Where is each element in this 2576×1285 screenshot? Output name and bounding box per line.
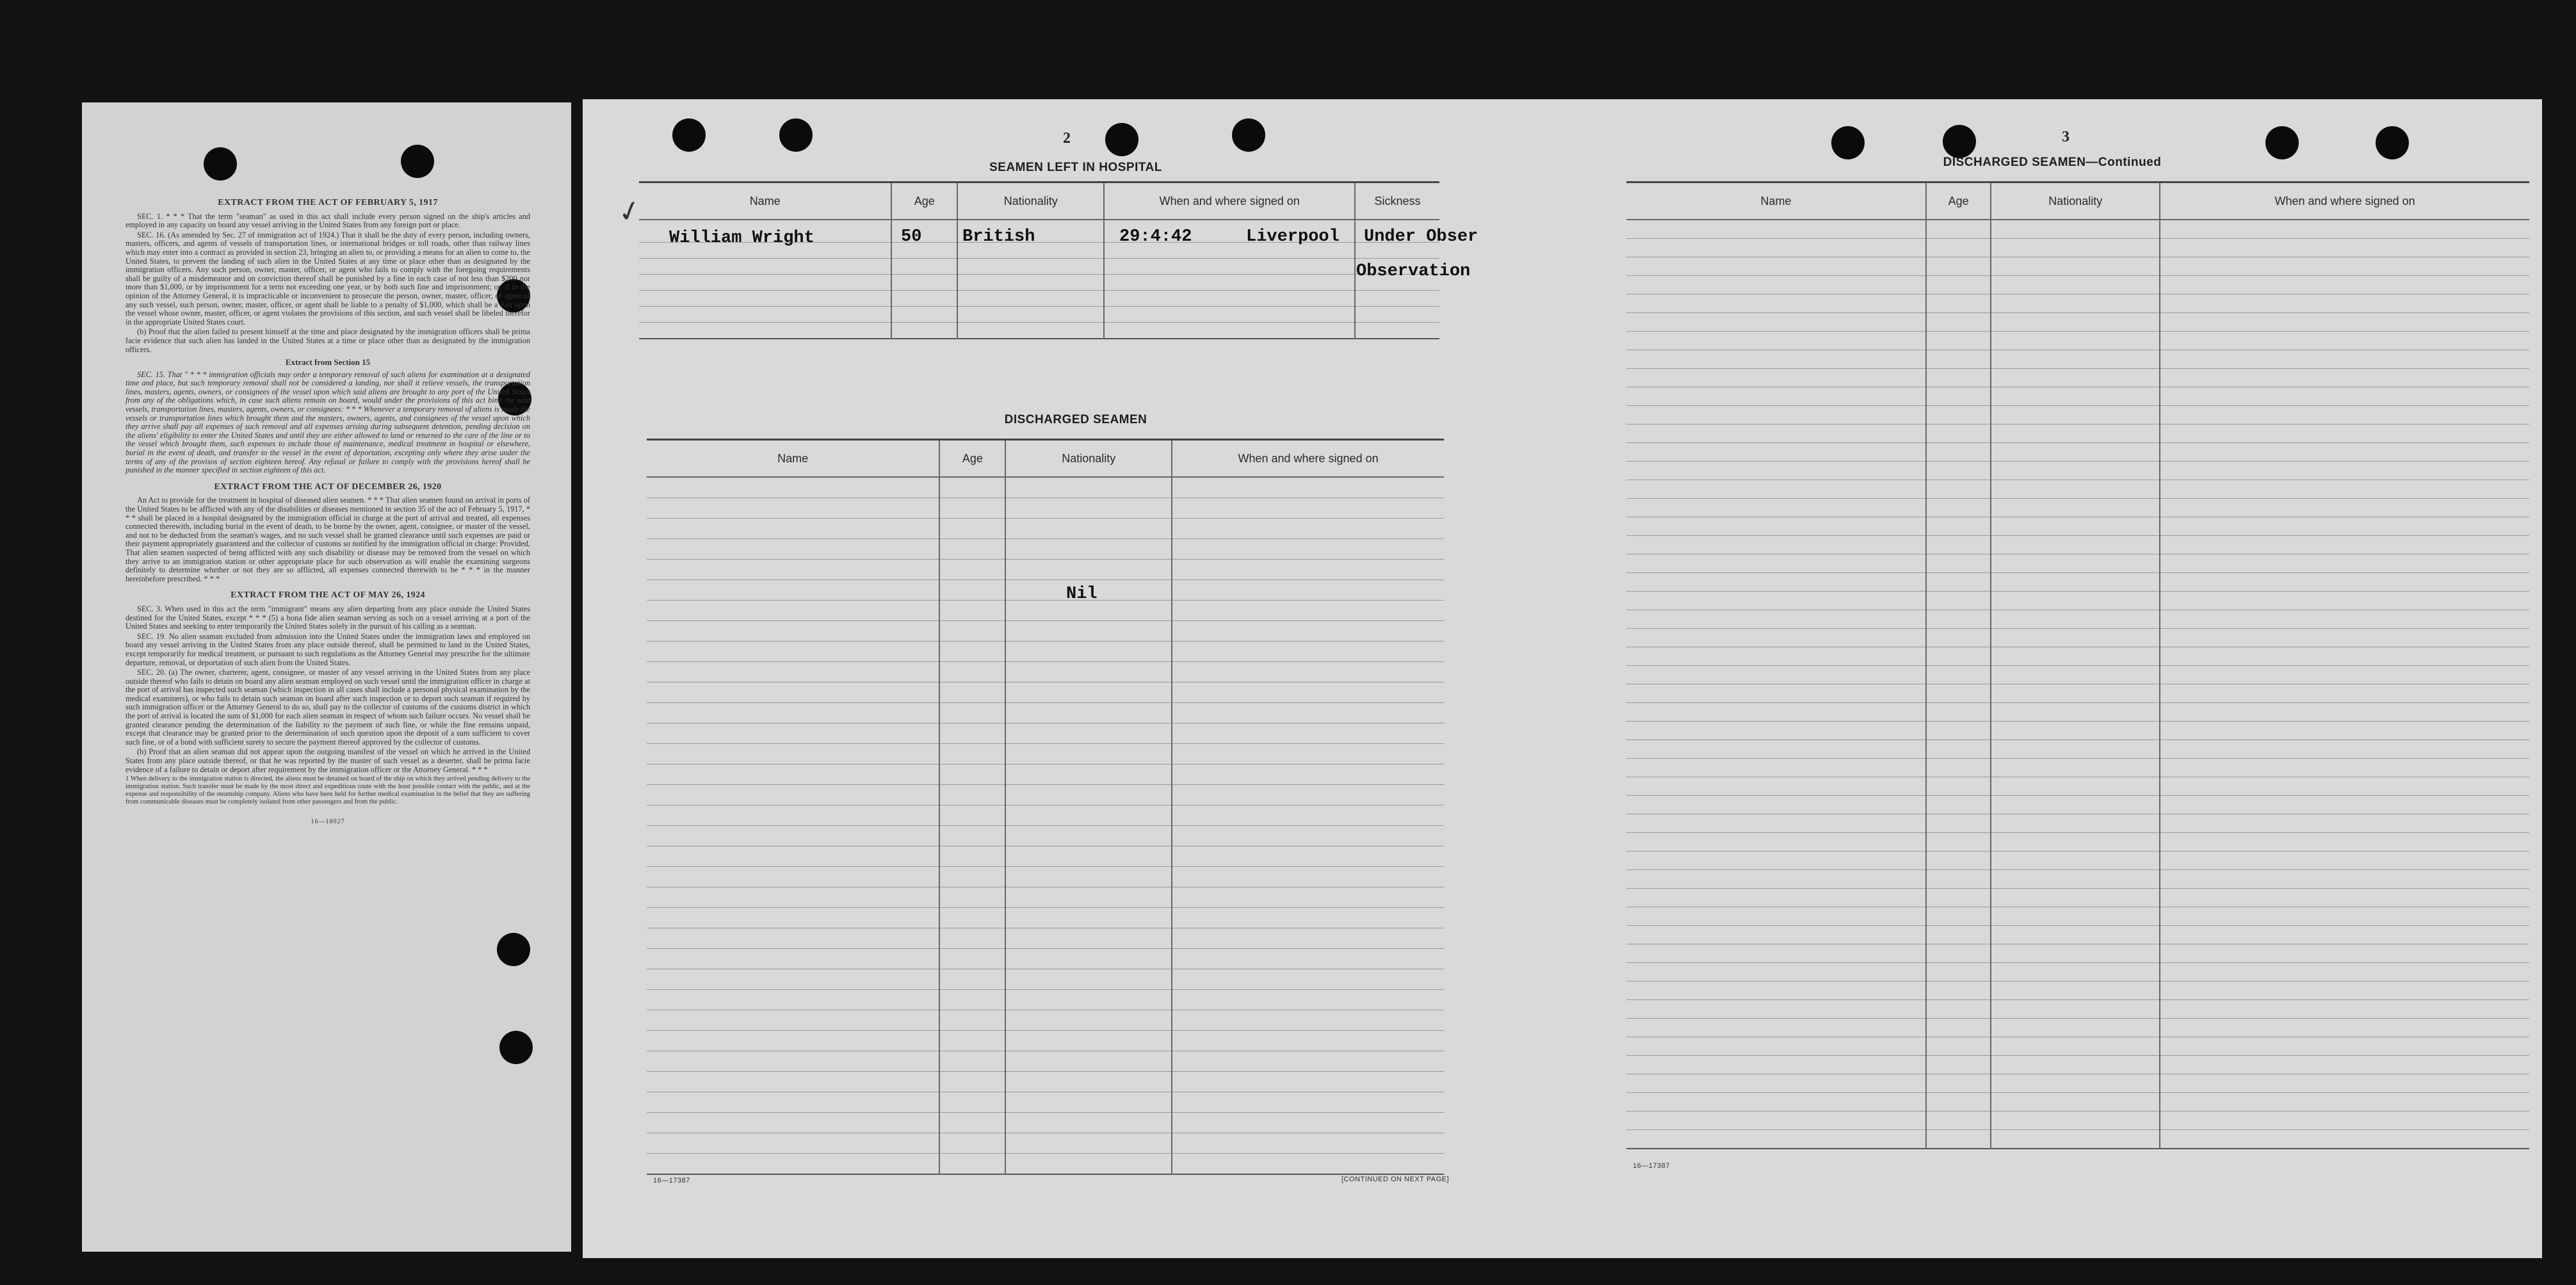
table-row — [1626, 239, 2529, 257]
table-row — [647, 805, 1444, 826]
table-row — [1626, 740, 2529, 759]
table-row — [1626, 1037, 2529, 1056]
heading-act-1920: EXTRACT FROM THE ACT OF DECEMBER 26, 1920 — [214, 481, 442, 492]
signed-on-place: Liverpool — [1246, 227, 1340, 246]
table-row — [639, 291, 1439, 307]
table-row — [1626, 462, 2529, 480]
footnote: 1 When delivery to the immigration station is directed, the aliens must be detained on board of the ship on which they arrived pending delivery to the immigration station. Such transfer must be made by the most direct and expeditious route with the least possible contact with the public, and at the expense and responsibility of the steamship company. Aliens who have been held for further medical examination in the belief that they are suffering from communicable diseases must be completely isolated from other passengers and from the public. — [126, 775, 530, 806]
table-row — [1626, 1056, 2529, 1074]
table-row — [647, 642, 1444, 662]
paragraph: SEC. 1. * * * That the term "seaman" as used in this act shall include every person signed on the ship's articles and employed in any capacity on board any vessel arriving in the United States from any foreign port or place. — [126, 211, 530, 230]
table-row — [1626, 852, 2529, 870]
table-row — [647, 1072, 1444, 1092]
nil-entry: Nil — [1066, 585, 1098, 604]
heading-act-1924: EXTRACT FROM THE ACT OF MAY 26, 1924 — [231, 590, 425, 601]
table-row — [647, 887, 1444, 908]
table-row — [647, 723, 1444, 744]
table-row — [1626, 647, 2529, 666]
table-row — [647, 683, 1444, 703]
table-row — [647, 662, 1444, 683]
table-row — [1626, 573, 2529, 592]
table-row — [647, 560, 1444, 580]
table-row — [1626, 907, 2529, 926]
table-row — [639, 259, 1439, 275]
seaman-name: William Wright — [669, 229, 814, 248]
table-row — [647, 1051, 1444, 1072]
punch-hole — [1105, 123, 1138, 156]
table-row — [647, 1092, 1444, 1113]
table-row — [647, 846, 1444, 867]
table-row — [647, 990, 1444, 1010]
table-row — [1626, 517, 2529, 536]
table-row — [639, 275, 1439, 291]
table-row — [647, 703, 1444, 723]
column-header-name: Name — [647, 440, 939, 478]
table-row — [1626, 610, 2529, 629]
table-row — [1626, 963, 2529, 982]
table-row — [1626, 1111, 2529, 1130]
form-code: 16—18027 — [311, 818, 345, 826]
check-mark: ✓ — [614, 193, 645, 230]
heading-section-15: Extract from Section 15 — [285, 357, 371, 368]
punch-hole — [1232, 118, 1265, 152]
table-row — [1626, 703, 2529, 722]
table-row — [1626, 499, 2529, 517]
table-row — [647, 908, 1444, 928]
punch-hole — [672, 118, 706, 152]
paragraph: SEC. 20. (a) The owner, charterer, agent, consignee, or master of any vessel arriving in the United States from any place outside thereof who fails to detain on board any alien seaman employed on such vessel until the immigration officer in charge at the port of arrival has inspected such seaman (which inspection in all cases shall include a personal physical examination by the medical examiners), or who fails to detain such seaman on board after such inspection or to deport such seaman if required by such immigration officer or the Attorney General to do so, shall pay to the collector of customs of the customs district in which the port of arrival is located the sum of $1,000 for each alien seaman in respect of whom such failure occurs. No vessel shall be granted clearance pending the determination of the liability to the payment of such fine, or while the fine remains unpaid, except that clearance may be granted prior to the determination of such question upon the deposit of a sum sufficient to cover such fine, or of a bond with sufficient surety to secure the payment thereof approved by the collector of customs. — [126, 668, 530, 747]
page-number: 3 — [2062, 129, 2070, 145]
sickness-text: Under Obser — [1364, 227, 1478, 246]
seaman-age: 50 — [901, 227, 922, 246]
column-header-age: Age — [1926, 182, 1991, 220]
table-row — [647, 519, 1444, 539]
hospital-section-title: SEAMEN LEFT IN HOSPITAL — [989, 161, 1162, 174]
table-row — [647, 949, 1444, 969]
form-code: 16—17387 — [1633, 1162, 1670, 1170]
table-row — [1626, 684, 2529, 703]
punch-hole — [401, 145, 434, 178]
legal-text-block — [126, 191, 530, 827]
paragraph: SEC. 15. That " * * * immigration officials may order a temporary removal of such aliens for examination at a designated time and place, but such temporary removal shall not be considered a landing, nor shall it relieve vessels, the transportation lines, masters, agents, owners, or consignees of the vessel upon which said aliens are brought to any port of the United States from any of the obligations which, in case such aliens remain on board, would under the provisions of this act bind the said vessels, transportation lines, masters, agents, owners, or consignees: * * * Whenever a temporary removal of aliens is made the vessels or transportation lines which brought them and the masters, owners, agents, and consignees of the vessel upon which they arrive shall pay all expenses of such removal and all expenses arising during subsequent detention, pending decision on the aliens' eligibility to enter the United States and until they are either allowed to land or returned to the care of the line or to the vessel which brought them, such expenses to include those of maintenance, medical treatment in hospital or elsewhere, burial in the event of death, and transfer to the vessel in the event of deportation, excepting only where they arise under the terms of any of the provisos of section eighteen hereof. Any refusal or failure to comply with the provisions hereof shall be punished in the manner specified in section eighteen of this act. — [126, 369, 530, 475]
table-row — [647, 1010, 1444, 1031]
table-row — [1626, 722, 2529, 740]
continued-note: [CONTINUED ON NEXT PAGE] — [1341, 1176, 1450, 1183]
table-row — [639, 307, 1439, 323]
discharged-continued-table — [1626, 181, 2529, 1149]
paragraph: (b) Proof that the alien failed to present himself at the time and place designated by the immigration officers shall be prima facie evidence that such alien has landed in the United States at a time or place other than as designated by the immigration officers. — [126, 327, 530, 354]
table-row — [647, 1133, 1444, 1154]
column-header-nationality: Nationality — [1005, 440, 1172, 478]
table-row — [647, 498, 1444, 519]
column-header-signed-on: When and where signed on — [1172, 440, 1444, 478]
table-row — [1626, 424, 2529, 443]
table-row — [1626, 777, 2529, 796]
table-row — [647, 744, 1444, 764]
table-row — [647, 764, 1444, 785]
table-row — [1626, 889, 2529, 907]
table-row — [1626, 276, 2529, 295]
table-row — [1626, 220, 2529, 239]
table-row — [647, 1031, 1444, 1051]
table-row — [1626, 332, 2529, 350]
table-row — [1626, 926, 2529, 944]
hospital-table — [639, 181, 1439, 339]
table-row — [1626, 443, 2529, 462]
table-row — [1626, 257, 2529, 276]
table-row — [1626, 480, 2529, 499]
paragraph: SEC. 19. No alien seaman excluded from admission into the United States under the immigration laws and employed on board any vessel arriving in the United States from any place outside thereof, shall be permitted to land in the United States, except temporarily for medical treatment, or pursuant to such regulations as the Attorney General may prescribe for the ultimate departure, removal, or deportation of such alien from the United States. — [126, 631, 530, 667]
punch-hole — [1943, 125, 1976, 158]
punch-hole — [2376, 126, 2409, 159]
table-row — [1626, 592, 2529, 610]
table-row — [647, 580, 1444, 601]
table-row — [1626, 629, 2529, 647]
seaman-nationality: British — [962, 227, 1035, 246]
column-header-name: Name — [639, 182, 891, 220]
manifest-spread — [583, 99, 2542, 1258]
form-code: 16—17387 — [653, 1177, 690, 1184]
table-row — [647, 477, 1444, 498]
discharged-section-title: DISCHARGED SEAMEN — [1004, 413, 1147, 426]
punch-hole — [497, 933, 530, 966]
table-row — [1626, 1019, 2529, 1037]
table-row — [1626, 295, 2529, 313]
table-row — [1626, 796, 2529, 814]
table-row — [647, 969, 1444, 990]
table-row — [647, 1154, 1444, 1175]
column-header-sickness: Sickness — [1355, 182, 1439, 220]
table-row — [1626, 387, 2529, 406]
paragraph: An Act to provide for the treatment in hospital of diseased alien seamen. * * * That alien seamen found on arrival in ports of the United States to be afflicted with any of the disabilities or diseases mentioned in section 35 of the act of February 5, 1917, * * * shall be placed in a hospital designated by the immigration official in charge at the port of arrival and treated, all expenses connected therewith, including burial in the event of death, to be borne by the owner, agent, consignee, or master of the vessel, and not to be deducted from the seaman's wages, and no such vessel shall be granted clearance until such expenses are paid or their payment appropriately guaranteed and the collector of customs so notified by the immigration official in charge: Provided, That alien seamen suspected of being afflicted with any such disability or disease may be removed from the vessel on which they arrive to an immigration station or other appropriate place for such observation as will enable the examining surgeons definitely to determine whether or not they are so afflicted, all expenses connected therewith to be * * * in the manner hereinbefore prescribed. * * * — [126, 496, 530, 583]
table-row — [1626, 536, 2529, 554]
table-row — [647, 867, 1444, 887]
table-row — [1626, 759, 2529, 777]
table-row — [1626, 982, 2529, 1000]
table-row — [1626, 944, 2529, 963]
table-row — [1626, 1093, 2529, 1111]
legal-extract-page — [82, 102, 571, 1252]
column-header-signed-on: When and where signed on — [2160, 182, 2529, 220]
table-row — [647, 1113, 1444, 1133]
table-row — [1626, 1130, 2529, 1149]
table-row — [639, 323, 1439, 339]
table-row — [1626, 814, 2529, 833]
column-header-age: Age — [891, 182, 957, 220]
table-row — [1626, 350, 2529, 369]
punch-hole — [779, 118, 813, 152]
table-row — [1626, 369, 2529, 387]
paragraph: SEC. 16. (As amended by Sec. 27 of immigration act of 1924.) That it shall be the duty of every person, including owners, masters, officers, and agents of vessels of transportation lines, or international bridges or toll roads, other than railway lines which may enter into a contract as provided in section 23, bringing an alien to, or providing a means for an alien to come to, the United States, to prevent the landing of such alien in the United States at any time or place other than as designated by the immigration officers. Any such person, owner, master, officer, or agent who fails to comply with the foregoing requirements shall be guilty of a misdemeanor and on conviction thereof shall be punished by a fine in each case of not less than $200 nor more than $1,000, or by imprisonment for a term not exceeding one year, or by both such fine and imprisonment; or, if in the opinion of the Attorney General, it is impracticable or inconvenient to prosecute the person, owner, master, officer, or agent of any such vessel, such person, owner, master, officer, or agent shall be liable to a penalty of $1,000, which shall be a lien upon the vessel whose owner, master, officer, or agent violates the provisions of this section, and such vessel shall be libeled therefor in the appropriate United States court. — [126, 230, 530, 327]
punch-hole — [2265, 126, 2299, 159]
table-row — [647, 539, 1444, 560]
page-number: 2 — [1063, 130, 1071, 147]
column-header-age: Age — [939, 440, 1005, 478]
table-row — [647, 785, 1444, 805]
table-row — [1626, 1074, 2529, 1093]
discharged-table — [647, 439, 1444, 1175]
table-row — [1626, 666, 2529, 684]
discharged-continued-title: DISCHARGED SEAMEN—Continued — [1943, 156, 2162, 169]
punch-hole — [1831, 126, 1865, 159]
table-row — [1626, 313, 2529, 332]
table-row — [1626, 870, 2529, 889]
table-row — [647, 826, 1444, 846]
table-row — [1626, 554, 2529, 573]
heading-act-1917: EXTRACT FROM THE ACT OF FEBRUARY 5, 1917 — [218, 198, 438, 207]
column-header-nationality: Nationality — [957, 182, 1104, 220]
column-header-signed-on: When and where signed on — [1104, 182, 1355, 220]
table-row — [1626, 406, 2529, 424]
table-row — [647, 928, 1444, 949]
punch-hole — [499, 1031, 533, 1064]
table-row — [647, 621, 1444, 642]
table-row — [1626, 1000, 2529, 1019]
punch-hole — [204, 147, 237, 181]
table-row — [1626, 833, 2529, 852]
column-header-name: Name — [1626, 182, 1926, 220]
paragraph: (b) Proof that an alien seaman did not appear upon the outgoing manifest of the vessel on which he arrived in the United States from any place outside thereof, or that he was reported by the master of such vessel as a deserter, shall be prima facie evidence of a failure to detain or deport after requirement by the immigration officer or the Attorney General. * * * — [126, 747, 530, 774]
paragraph: SEC. 3. When used in this act the term "immigrant" means any alien departing from any place outside the United States destined for the United States, except * * * (5) a bona fide alien seaman serving as such on a vessel arriving at a port of the United States and seeking to enter temporarily the United States solely in the pursuit of his calling as a seaman. — [126, 604, 530, 631]
signed-on-date: 29:4:42 — [1119, 227, 1192, 246]
column-header-nationality: Nationality — [1991, 182, 2160, 220]
table-row — [647, 601, 1444, 621]
sickness-text: Observation — [1356, 262, 1471, 281]
